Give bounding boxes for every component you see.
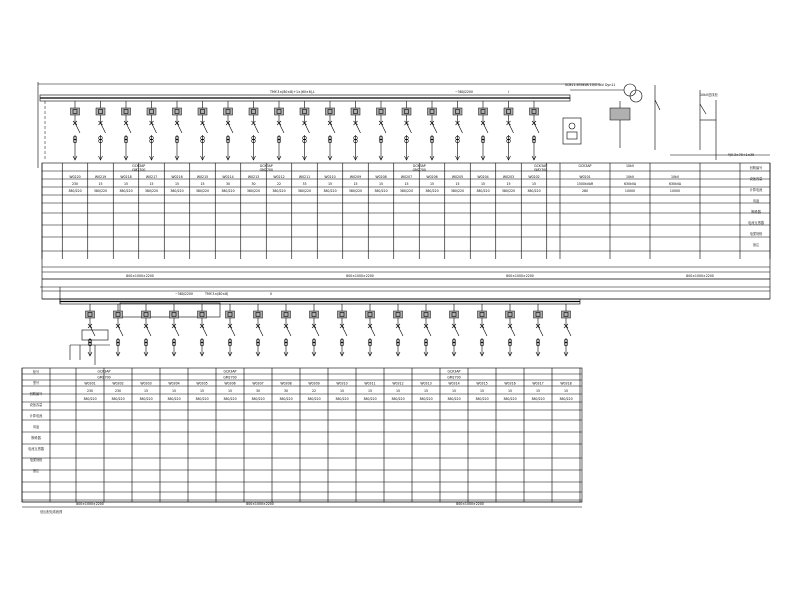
top-circuit-code: W0214: [222, 175, 234, 179]
bottom-row-label: 计算电流: [29, 414, 43, 418]
top-circuit-voltage: 380/220: [425, 189, 439, 193]
switch-blade-icon: [566, 326, 571, 336]
switch-blade-icon: [370, 326, 375, 336]
top-circuit-code: W0203: [502, 175, 515, 179]
bottom-row-label: 备注: [32, 469, 40, 473]
top-circuit-power: 15: [480, 182, 486, 186]
bottom-row-label: 设备容量: [29, 403, 43, 407]
bottom-circuit-voltage: 380/220: [167, 397, 181, 401]
top-circuit-voltage: 380/220: [246, 189, 261, 193]
bottom-circuit-voltage: 380/220: [111, 397, 125, 401]
right-col-text: 1500kVAR: [576, 182, 594, 186]
switch-blade-icon: [398, 326, 403, 336]
capacitor-icon: [569, 123, 575, 129]
bottom-bus-id: II: [270, 292, 272, 296]
top-row-label: 断路器: [751, 210, 761, 214]
bottom-circuit-voltage: 380/220: [83, 397, 97, 401]
bot-feeder-3: [170, 304, 180, 356]
incomer-breaker-icon: [610, 108, 630, 120]
top-circuit-voltage: 380/220: [527, 189, 541, 193]
bottom-circuit-power: 15: [339, 389, 345, 393]
bottom-bus-label: TMY-3×(80×8): [205, 292, 229, 296]
meter-icon: [338, 311, 347, 318]
meter-icon: [282, 311, 291, 318]
bottom-circuit-voltage: 380/220: [279, 397, 293, 401]
bottom-distribution-section: [22, 287, 582, 514]
panel-4-code: GM2700: [533, 168, 548, 172]
meter-icon: [377, 108, 386, 115]
panel-8-type: GCK3AP: [223, 369, 237, 374]
panel-5-type: GCK3AP: [578, 164, 592, 168]
switch-blade-icon: [454, 326, 459, 336]
bottom-circuit-code: W0301: [84, 381, 96, 386]
bottom-row-label: 用途: [32, 425, 40, 429]
meter-icon: [224, 108, 233, 115]
top-circuit-code: W0219: [94, 175, 107, 179]
top-circuit-code: W0206: [426, 175, 438, 179]
top-circuit-code: W0212: [273, 175, 285, 179]
bottom-circuit-code: W0307: [252, 381, 264, 386]
panel-2-code: GM2700: [259, 168, 273, 172]
meter-icon: [254, 311, 263, 318]
meter-icon: [366, 311, 375, 318]
switch-blade-icon: [90, 326, 95, 336]
meter-icon: [422, 311, 431, 318]
top-circuit-code: W0209: [349, 175, 362, 179]
switch-blade-icon: [202, 326, 207, 336]
top-dim-text: 800×1000×2200: [126, 274, 154, 278]
top-feeder-13: [402, 101, 412, 160]
top-circuit-code: W0217: [145, 175, 158, 179]
bottom-circuit-code: W0318: [560, 381, 572, 386]
switch-blade-icon: [279, 123, 284, 133]
top-circuit-voltage: 380/220: [68, 189, 82, 193]
bot-feeder-17: [562, 304, 572, 356]
panel-3-code: GM2700: [412, 168, 426, 172]
bottom-circuit-code: W0312: [392, 381, 404, 386]
switch-blade-icon: [174, 326, 179, 336]
meter-icon: [394, 311, 403, 318]
top-circuit-power: 30: [251, 182, 256, 186]
top-circuit-voltage: 380/220: [323, 189, 337, 193]
switch-blade-icon: [254, 123, 259, 133]
bottom-circuit-power: 15: [143, 389, 149, 393]
bottom-circuit-code: W0316: [504, 381, 516, 386]
bottom-circuit-code: W0305: [196, 381, 208, 386]
bottom-circuit-power: 15: [423, 389, 429, 393]
top-dim-text: 800×1000×2200: [506, 274, 534, 278]
top-circuit-code: W0220: [69, 175, 81, 179]
top-row-label: 计算电流: [749, 188, 763, 192]
bot-feeder-7: [282, 304, 292, 356]
panel-6-type: 10kV: [625, 164, 635, 168]
panel-7-code: GM2700: [97, 375, 111, 380]
bottom-circuit-power: 30: [255, 389, 261, 393]
bottom-circuit-code: W0303: [140, 381, 152, 386]
bottom-row-label: 型号: [32, 381, 40, 385]
panel-7-type: GCK3AP: [97, 369, 111, 374]
top-circuit-voltage: 380/220: [93, 189, 108, 193]
top-feeder-6: [224, 101, 234, 160]
top-circuit-voltage: 380/220: [272, 189, 286, 193]
top-circuit-power: 15: [98, 182, 103, 186]
top-feeder-12: [377, 101, 387, 160]
meter-icon: [71, 108, 80, 115]
switch-blade-icon: [101, 123, 106, 133]
bottom-dim-text: 800×1000×2200: [246, 502, 274, 506]
meter-icon: [534, 311, 543, 318]
bottom-circuit-code: W0308: [280, 381, 292, 386]
bottom-circuit-power: 15: [563, 389, 569, 393]
top-circuit-power: 30: [225, 182, 231, 186]
top-circuit-power: 15: [506, 182, 511, 186]
top-row-label: 电缆规格: [749, 232, 763, 236]
switch-blade-icon: [483, 123, 488, 133]
meter-icon: [506, 311, 515, 318]
switch-blade-icon: [407, 123, 412, 133]
switch-blade-icon: [510, 326, 515, 336]
top-circuit-voltage: 380/220: [119, 189, 133, 193]
hv-switch-icon: [700, 104, 706, 114]
meter-icon: [173, 108, 182, 115]
switch-blade-icon: [426, 326, 431, 336]
bottom-circuit-power: 15: [451, 389, 457, 393]
bottom-bus-voltage: ~380/220V: [175, 292, 194, 296]
meter-icon: [402, 108, 411, 115]
bot-feeder-2: [142, 304, 152, 356]
meter-icon: [96, 108, 105, 115]
top-row-label: 用途: [752, 199, 760, 203]
top-circuit-power: 15: [200, 182, 205, 186]
right-col-text: 630kVA: [668, 182, 682, 186]
switch-blade-icon: [482, 326, 487, 336]
top-circuit-code: W0204: [477, 175, 489, 179]
bottom-circuit-voltage: 380/220: [531, 397, 545, 401]
top-circuit-code: W0215: [196, 175, 209, 179]
bottom-circuit-voltage: 380/220: [251, 397, 265, 401]
top-distribution-section: [38, 82, 770, 299]
bottom-circuit-code: W0317: [532, 381, 544, 386]
bottom-circuit-power: 230: [86, 389, 94, 393]
meter-icon: [351, 108, 360, 115]
bottom-circuit-power: 15: [507, 389, 513, 393]
switch-blade-icon: [118, 326, 123, 336]
bottom-circuit-code: W0314: [448, 381, 460, 386]
bottom-circuit-power: 15: [199, 389, 205, 393]
meter-icon: [249, 108, 258, 115]
meter-icon: [198, 311, 207, 318]
right-col-code: 10kV: [670, 175, 680, 179]
top-circuit-power: 15: [404, 182, 409, 186]
top-row-label: 回路编号: [749, 166, 763, 170]
meter-icon: [310, 311, 319, 318]
bot-feeder-9: [338, 304, 348, 356]
bottom-circuit-code: W0310: [336, 381, 348, 386]
top-circuit-power: 15: [455, 182, 460, 186]
bottom-circuit-voltage: 380/220: [559, 397, 573, 401]
top-feeder-15: [453, 101, 463, 160]
bottom-circuit-power: 15: [367, 389, 373, 393]
switch-blade-icon: [314, 326, 319, 336]
top-row-label: 电流互感器: [748, 221, 764, 225]
bot-feeder-12: [422, 304, 432, 356]
switch-blade-icon: [258, 326, 263, 336]
bottom-circuit-voltage: 380/220: [363, 397, 377, 401]
bot-feeder-10: [366, 304, 376, 356]
right-col-code: 10kV: [625, 175, 635, 179]
bottom-row-label: 电流互感器: [28, 447, 44, 451]
bot-feeder-15: [506, 304, 516, 356]
meter-icon: [198, 108, 207, 115]
top-feeder-4: [173, 101, 183, 160]
switch-blade-icon: [152, 123, 157, 133]
bottom-circuit-code: W0304: [168, 381, 180, 386]
bottom-circuit-voltage: 380/220: [391, 397, 405, 401]
bottom-circuit-code: W0313: [420, 381, 432, 386]
bottom-circuit-code: W0315: [476, 381, 488, 386]
top-circuit-voltage: 380/220: [144, 189, 159, 193]
top-dim-text: 800×1000×2200: [686, 274, 714, 278]
top-circuit-code: W0216: [171, 175, 183, 179]
top-circuit-voltage: 380/220: [450, 189, 465, 193]
bot-feeder-5: [226, 304, 236, 356]
switch-blade-icon: [228, 123, 233, 133]
switch-blade-icon: [381, 123, 386, 133]
capacitor-box-icon: [567, 132, 577, 139]
bottom-circuit-voltage: 380/220: [195, 397, 209, 401]
switch-blade-icon: [126, 123, 131, 133]
bot-feeder-14: [478, 304, 488, 356]
bottom-circuit-voltage: 380/220: [223, 397, 237, 401]
meter-icon: [86, 311, 95, 318]
bottom-row-label: 回路编号: [29, 392, 43, 396]
top-feeder-0: [71, 101, 81, 160]
bot-feeder-6: [254, 304, 264, 356]
meter-icon: [530, 108, 539, 115]
top-feeder-2: [122, 101, 132, 160]
bottom-circuit-power: 30: [283, 389, 289, 393]
meter-icon: [453, 108, 462, 115]
panel-4-type: GCK3AP: [534, 164, 548, 168]
top-circuit-voltage: 380/220: [501, 189, 516, 193]
panel-1-type: GCK3AP: [132, 164, 146, 168]
bottom-circuit-power: 15: [479, 389, 485, 393]
top-circuit-code: W0210: [324, 175, 336, 179]
bottom-circuit-power: 15: [171, 389, 177, 393]
meter-icon: [504, 108, 513, 115]
bottom-dim-text: 800×1000×2200: [76, 502, 104, 506]
bottom-circuit-power: 22: [311, 389, 317, 393]
top-feeder-9: [300, 101, 310, 160]
top-circuit-power: 15: [174, 182, 180, 186]
panel-2-type: GCK3AP: [259, 164, 273, 168]
meter-icon: [275, 108, 284, 115]
bottom-circuit-voltage: 380/220: [139, 397, 153, 401]
top-row-label: 设备容量: [749, 177, 763, 181]
top-circuit-voltage: 380/220: [221, 189, 235, 193]
right-feeder-label: 10kV进线柜: [700, 93, 718, 97]
top-circuit-voltage: 380/220: [195, 189, 210, 193]
panel-1-code: GM2700: [132, 168, 146, 172]
drawing-foot-note: 低压配电系统图: [40, 510, 63, 514]
right-col-sub: 10000: [669, 189, 681, 193]
bottom-circuit-code: W0309: [308, 381, 320, 386]
meter-icon: [479, 108, 488, 115]
bottom-circuit-voltage: 380/220: [419, 397, 433, 401]
source-label: SCB11-630kVA 10/0.4kV Dyn11: [565, 83, 616, 87]
panel-9-type: GCK3AP: [447, 369, 461, 374]
top-circuit-power: 22: [276, 182, 282, 186]
top-circuit-power: 15: [378, 182, 384, 186]
bottom-circuit-power: 15: [395, 389, 401, 393]
switch-blade-icon: [356, 123, 361, 133]
switch-blade-icon: [538, 326, 543, 336]
top-circuit-code: W0218: [120, 175, 132, 179]
top-row-label: 备注: [752, 243, 760, 247]
meter-icon: [147, 108, 156, 115]
top-circuit-voltage: 380/220: [476, 189, 490, 193]
bottom-circuit-code: W0302: [112, 381, 124, 386]
top-circuit-code: W0205: [451, 175, 464, 179]
bottom-circuit-voltage: 380/220: [475, 397, 489, 401]
top-circuit-power: 15: [429, 182, 435, 186]
bottom-circuit-power: 15: [227, 389, 233, 393]
meter-icon: [478, 311, 487, 318]
bottom-circuit-power: 230: [114, 389, 122, 393]
top-feeder-3: [147, 101, 157, 160]
top-circuit-power: 230: [71, 182, 79, 186]
meter-icon: [170, 311, 179, 318]
bottom-circuit-voltage: 380/220: [503, 397, 517, 401]
bot-feeder-8: [310, 304, 320, 356]
top-feeder-11: [351, 101, 361, 160]
top-circuit-voltage: 380/220: [399, 189, 414, 193]
right-col-sub: 280: [581, 189, 589, 193]
bottom-row-label: 柜号: [32, 370, 40, 374]
top-feeder-16: [479, 101, 489, 160]
top-feeder-10: [326, 101, 336, 160]
top-feeder-8: [275, 101, 285, 160]
bottom-circuit-voltage: 380/220: [307, 397, 321, 401]
switch-blade-icon: [432, 123, 437, 133]
tr-cable-label: YJV-3×70+1×35: [728, 153, 755, 157]
top-circuit-power: 15: [353, 182, 358, 186]
top-feeder-17: [504, 101, 514, 160]
bot-feeder-4: [198, 304, 208, 356]
switch-blade-icon: [75, 123, 80, 133]
bottom-row-label: 断路器: [31, 436, 41, 440]
bot-feeder-13: [450, 304, 460, 356]
hv-switch-icon: [655, 100, 660, 110]
bottom-circuit-voltage: 380/220: [335, 397, 349, 401]
top-bus-voltage: ~380/220V: [455, 90, 474, 94]
top-circuit-power: 15: [531, 182, 537, 186]
right-col-sub: 10000: [624, 189, 636, 193]
switch-blade-icon: [342, 326, 347, 336]
meter-icon: [226, 311, 235, 318]
panel-9-code: GM2700: [447, 375, 461, 380]
switch-blade-icon: [146, 326, 151, 336]
switch-blade-icon: [330, 123, 335, 133]
top-dim-text: 800×1000×2200: [346, 274, 374, 278]
meter-icon: [122, 108, 131, 115]
panel-8-code: GM2700: [223, 375, 237, 380]
top-circuit-code: W0208: [375, 175, 387, 179]
bot-feeder-11: [394, 304, 404, 356]
top-bus-id: I: [508, 90, 509, 94]
meter-icon: [562, 311, 571, 318]
switch-blade-icon: [509, 123, 514, 133]
bottom-dim-text: 800×1000×2200: [456, 502, 484, 506]
right-col-code: W0201: [579, 175, 591, 179]
bot-feeder-16: [534, 304, 544, 356]
top-feeder-14: [428, 101, 438, 160]
top-feeder-1: [96, 101, 106, 160]
bot-feeder-1: [114, 304, 124, 356]
side-equipment-box: [82, 330, 108, 340]
top-circuit-voltage: 380/220: [170, 189, 184, 193]
top-circuit-code: W0211: [298, 175, 311, 179]
bottom-circuit-code: W0306: [224, 381, 236, 386]
bottom-circuit-power: 15: [535, 389, 541, 393]
top-circuit-code: W0207: [400, 175, 413, 179]
top-circuit-voltage: 380/220: [348, 189, 363, 193]
switch-blade-icon: [286, 326, 291, 336]
switch-blade-icon: [177, 123, 182, 133]
meter-icon: [450, 311, 459, 318]
switch-blade-icon: [230, 326, 235, 336]
switch-blade-icon: [203, 123, 208, 133]
top-circuit-voltage: 380/220: [297, 189, 312, 193]
top-circuit-power: 15: [123, 182, 129, 186]
top-circuit-code: W0213: [247, 175, 260, 179]
meter-icon: [142, 311, 151, 318]
switch-blade-icon: [305, 123, 310, 133]
top-circuit-power: 15: [149, 182, 154, 186]
top-circuit-power: 15: [327, 182, 333, 186]
meter-icon: [326, 108, 335, 115]
panel-3-type: GCK3AP: [412, 164, 426, 168]
top-feeder-5: [198, 101, 208, 160]
switch-blade-icon: [458, 123, 463, 133]
top-feeder-18: [530, 101, 540, 160]
meter-icon: [428, 108, 437, 115]
capacitor-cabinet: [563, 118, 581, 144]
meter-icon: [114, 311, 123, 318]
meter-icon: [300, 108, 309, 115]
bottom-circuit-voltage: 380/220: [447, 397, 461, 401]
top-bus-label: TMY-3×(80×8)+1×(60×6),L: [270, 90, 315, 94]
switch-blade-icon: [534, 123, 539, 133]
bottom-circuit-code: W0311: [364, 381, 376, 386]
top-feeder-7: [249, 101, 259, 160]
right-col-text: 630kVA: [623, 182, 637, 186]
bottom-row-label: 电缆规格: [29, 458, 43, 462]
top-circuit-code: W0202: [528, 175, 540, 179]
top-circuit-power: 33: [302, 182, 307, 186]
top-circuit-voltage: 380/220: [374, 189, 388, 193]
